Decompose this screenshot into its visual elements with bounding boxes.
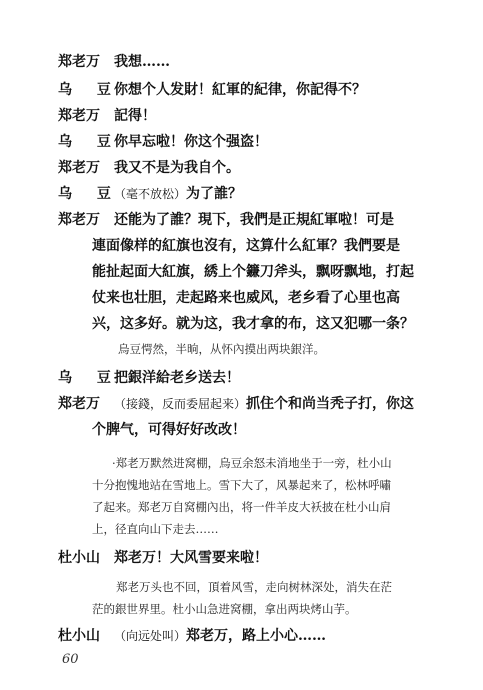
speaker-name: 乌 豆: [58, 370, 121, 386]
speaker-name: 乌 豆: [58, 186, 121, 202]
stage-direction: （毫不放松）: [114, 187, 187, 201]
stage-direction: （向远处叫）: [114, 629, 187, 643]
dialogue-line: [58, 368, 458, 388]
speaker-name: 杜小山: [58, 550, 100, 566]
speaker-name: 郑老万: [58, 212, 100, 228]
stage-direction-line: ·郑老万默然进窝棚，烏豆余怒未消地坐于一旁，杜小山: [112, 456, 392, 470]
speaker-name: 乌 豆: [58, 82, 121, 98]
dialogue-line: [58, 158, 458, 178]
dialogue-continuation: 个脾气，可得好好改改！: [92, 422, 246, 438]
dialogue-continuation: 仗来也壮胆，走起路来也威风，老乡看了心里也高: [92, 290, 400, 306]
dialogue-continuation: 能扯起面大紅旗，綉上个鐮刀斧头，飘呀飘地，打起: [92, 264, 414, 280]
dialogue-line: [58, 184, 458, 204]
dialogue-line: [58, 626, 458, 646]
dialogue-continuation: 連面像样的紅旗也沒有，这算什么紅軍？我們要是: [92, 238, 400, 254]
stage-direction: （接錢，反而委屈起来）: [114, 397, 247, 411]
stage-direction-line: 郑老万头也不回，頂着风雪，走向树林深处，消失在茫: [116, 580, 392, 594]
speaker-name: 郑老万: [58, 160, 100, 176]
stage-direction-line: 茫的銀世界里。杜小山急进窝棚，拿出两块烤山芋。: [92, 602, 357, 616]
dialogue-line: [58, 210, 458, 230]
stage-direction-line: 十分抱愧地站在雪地上。雪下大了，风暴起来了，松林呼嘯: [92, 478, 391, 492]
dialogue-line: [58, 394, 458, 414]
dialogue-line: [58, 80, 458, 100]
speaker-name: 郑老万: [58, 108, 100, 124]
dialogue-text: 我想……: [114, 54, 170, 70]
dialogue-line: [58, 106, 458, 126]
stage-direction-block: 烏豆愕然，半晌，从怀內摸出两块銀洋。: [118, 342, 325, 356]
dialogue-text: 你早忘啦！你这个强盗！: [114, 134, 268, 150]
dialogue-text: 抓住个和尚当秃子打，你这: [246, 396, 415, 412]
dialogue-text: 为了誰？: [186, 186, 243, 202]
stage-direction-line: 上，径直向山下走去……: [92, 522, 219, 536]
speaker-name: 郑老万: [58, 54, 100, 70]
stage-direction-line: 了起来。郑老万自窝棚內出，将一件羊皮大袄披在杜小山肩: [92, 500, 391, 514]
dialogue-text: 把銀洋給老乡送去！: [114, 370, 240, 386]
speaker-name: 杜小山: [58, 628, 100, 644]
dialogue-text: 郑老万，路上小心……: [186, 628, 327, 644]
dialogue-text: 你想个人发財！紅軍的紀律，你記得不？: [114, 82, 366, 98]
speaker-name: 郑老万: [58, 396, 100, 412]
dialogue-text: 記得！: [114, 108, 156, 124]
dialogue-text: 还能为了誰？現下，我們是正規紅軍啦！可是: [114, 212, 394, 228]
speaker-name: 乌 豆: [58, 134, 121, 150]
dialogue-line: [58, 132, 458, 152]
page-number: 60: [62, 652, 79, 667]
dialogue-text: 我又不是为我自个。: [114, 160, 240, 176]
dialogue-line: [58, 548, 458, 568]
dialogue-continuation: 兴，这多好。就为这，我才拿的布，这又犯哪一条？: [92, 316, 414, 332]
dialogue-text: 郑老万！大风雪要来啦！: [114, 550, 268, 566]
dialogue-line: [58, 52, 458, 72]
